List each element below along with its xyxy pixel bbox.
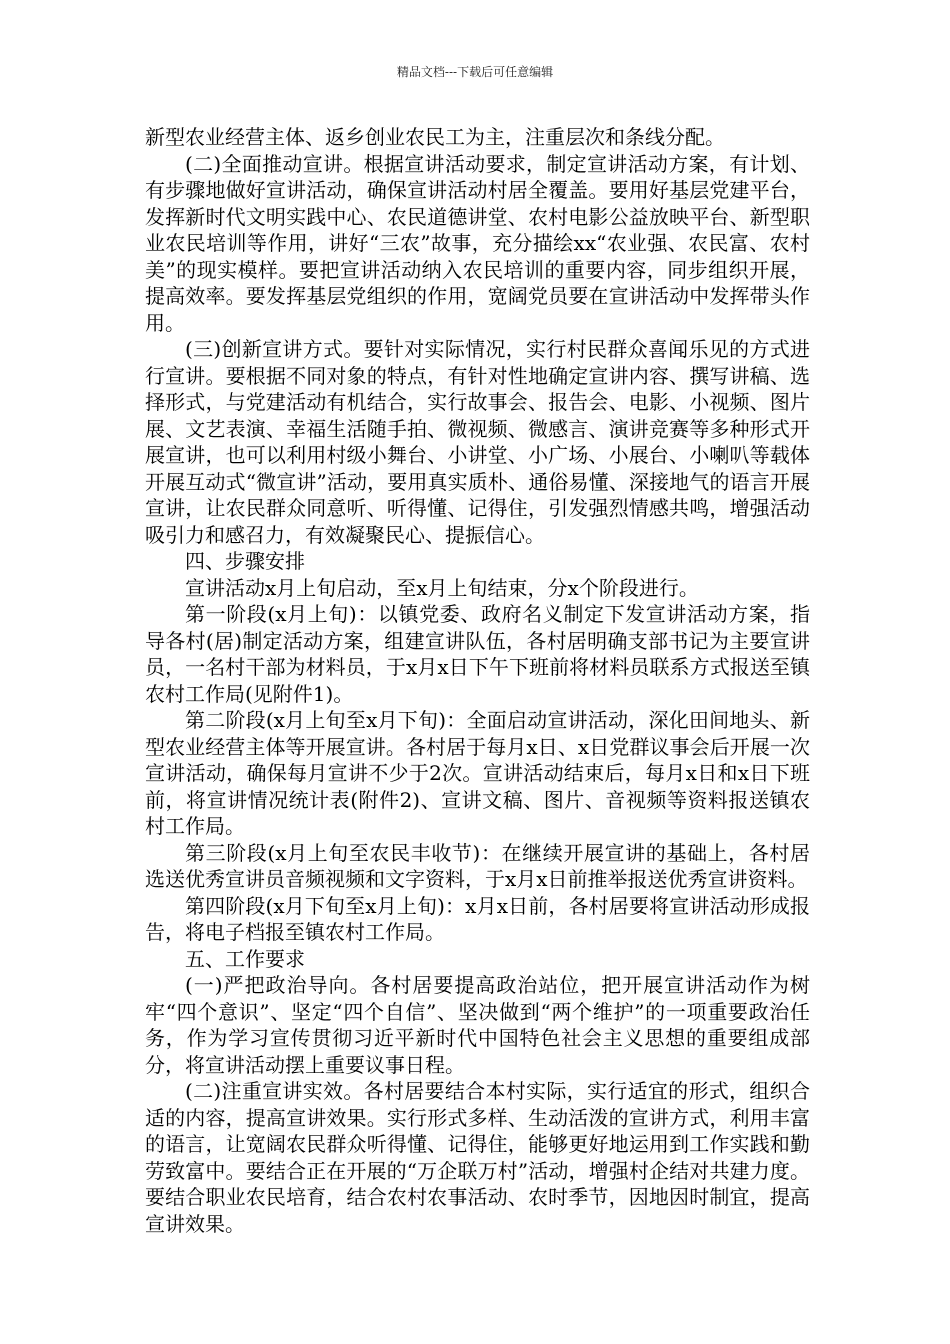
paragraph-12: (二)注重宣讲实效。各村居要结合本村实际，实行适宜的形式，组织合适的内容，提高宣讲效果。实行形式多样、生动活泼的宣讲方式，利用丰富的语言，让宽阔农民群众听得懂、记得住，能够更好地运用到工作实践和勤劳致富中。要结合正在开展的“万企联万村”活动，增强村企结对共建力度。要结合职业农民培育，结合农村农事活动、农时季节，因地因时制宜，提高宣讲效果。 xyxy=(145,1079,810,1236)
paragraph-6: 第一阶段(x月上旬)：以镇党委、政府名义制定下发宣讲活动方案，指导各村(居)制定活动方案，组建宣讲队伍，各村居明确支部书记为主要宣讲员，一名村干部为材料员，于x月x日下午下班前将材料员联系方式报送至镇农村工作局(见附件1)。 xyxy=(145,602,810,706)
page-header: 精品文档---下载后可任意编辑 xyxy=(396,65,554,79)
paragraph-8: 第三阶段(x月上旬至农民丰收节)：在继续开展宣讲的基础上，各村居选送优秀宣讲员音频视频和文字资料，于x月x日前推举报送优秀宣讲资料。 xyxy=(145,840,810,891)
section-heading-4: 四、步骤安排 xyxy=(185,549,305,573)
paragraph-11: (一)严把政治导向。各村居要提高政治站位，把开展宣讲活动作为树牢“四个意识”、坚定“四个自信”、坚决做到“两个维护”的一项重要政治任务，作为学习宣传贯彻习近平新时代中国特色社会主义思想的重要组成部分，将宣讲活动摆上重要议事日程。 xyxy=(145,973,810,1077)
paragraph-9: 第四阶段(x月下旬至x月上旬)：x月x日前，各村居要将宣讲活动形成报告，将电子档报至镇农村工作局。 xyxy=(145,893,810,944)
paragraph-7: 第二阶段(x月上旬至x月下旬)：全面启动宣讲活动，深化田间地头、新型农业经营主体等开展宣讲。各村居于每月x日、x日党群议事会后开展一次宣讲活动，确保每月宣讲不少于2次。宣讲活动结束后，每月x日和x日下班前，将宣讲情况统计表(附件2)、宣讲文稿、图片、音视频等资料报送镇农村工作局。 xyxy=(145,708,810,838)
paragraph-1: 新型农业经营主体、返乡创业农民工为主，注重层次和条线分配。 xyxy=(145,125,725,149)
document-body xyxy=(145,124,810,1237)
section-heading-10: 五、工作要求 xyxy=(185,946,305,971)
paragraph-3: (三)创新宣讲方式。要针对实际情况，实行村民群众喜闻乐见的方式进行宣讲。要根据不同对象的特点，有针对性地确定宣讲内容、撰写讲稿、选择形式，与党建活动有机结合，实行故事会、报告会、电影、小视频、图片展、文艺表演、幸福生活随手拍、微视频、微感言、演讲竞赛等多种形式开展宣讲，也可以利用村级小舞台、小讲堂、小广场、小展台、小喇叭等载体开展互动式“微宣讲”活动，要用真实质朴、通俗易懂、深接地气的语言开展宣讲，让农民群众同意听、听得懂、记得住，引发强烈情感共鸣，增强活动吸引力和感召力，有效凝聚民心、提振信心。 xyxy=(145,337,810,547)
paragraph-2: (二)全面推动宣讲。根据宣讲活动要求，制定宣讲活动方案，有计划、有步骤地做好宣讲活动，确保宣讲活动村居全覆盖。要用好基层党建平台，发挥新时代文明实践中心、农民道德讲堂、农村电影公益放映平台、新型职业农民培训等作用，讲好“三农”故事，充分描绘xx“农业强、农民富、农村美”的现实模样。要把宣讲活动纳入农民培训的重要内容，同步组织开展，提高效率。要发挥基层党组织的作用，宽阔党员要在宣讲活动中发挥带头作用。 xyxy=(145,151,810,335)
paragraph-5: 宣讲活动x月上旬启动，至x月上旬结束，分x个阶段进行。 xyxy=(185,575,699,600)
